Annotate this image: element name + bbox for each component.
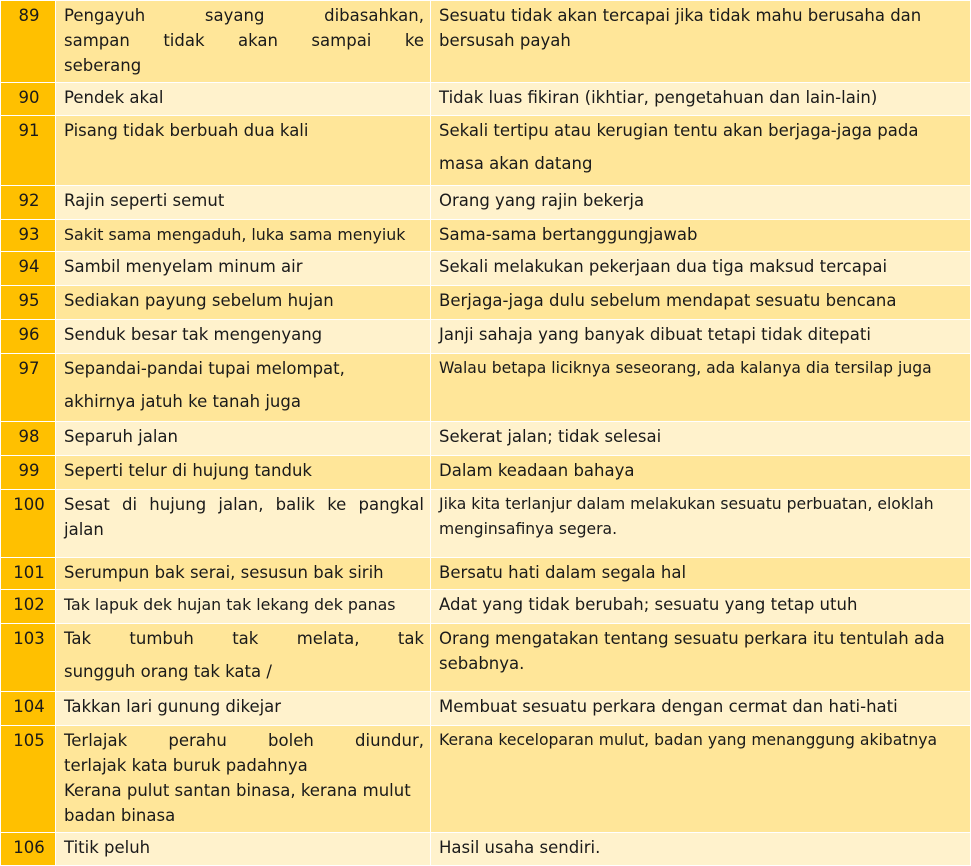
table-row	[1, 726, 971, 833]
phrase-cell	[56, 624, 431, 692]
phrase-cell	[56, 726, 431, 833]
meaning-line: Sesuatu tidak akan tercapai jika tidak mahu berusaha dan	[439, 6, 922, 25]
row-number: 103	[1, 624, 56, 692]
meaning-line: Orang mengatakan tentang sesuatu perkara itu tentulah ada	[439, 629, 945, 648]
meaning-cell	[431, 116, 971, 186]
meaning-line: Sekali melakukan pekerjaan dua tiga maksud tercapai	[439, 257, 888, 276]
phrase-cell	[56, 692, 431, 726]
phrase-cell	[56, 186, 431, 220]
phrase-cell	[56, 286, 431, 320]
phrase-cell	[56, 354, 431, 422]
meaning-line: Kerana keceloparan mulut, badan yang menanggung akibatnya	[439, 731, 938, 749]
table-row	[1, 286, 971, 320]
table-row	[1, 1, 971, 83]
phrase-line: badan binasa	[64, 806, 176, 825]
row-number: 92	[1, 186, 56, 220]
table-row	[1, 558, 971, 590]
meaning-line: Sama-sama bertanggungjawab	[439, 225, 698, 244]
phrase-line: Serumpun bak serai, sesusun bak sirih	[64, 563, 384, 582]
phrase-cell	[56, 220, 431, 252]
phrase-line: Tak lapuk dek hujan tak lekang dek panas	[64, 595, 396, 614]
phrase-line: sungguh orang tak kata /	[64, 662, 272, 681]
meaning-line: bersusah payah	[439, 31, 571, 50]
table-row	[1, 83, 971, 116]
phrase-cell	[56, 456, 431, 490]
row-number: 93	[1, 220, 56, 252]
meaning-line: Adat yang tidak berubah; sesuatu yang tetap utuh	[439, 595, 858, 614]
meaning-cell	[431, 590, 971, 624]
table-row	[1, 220, 971, 252]
meaning-line: Bersatu hati dalam segala hal	[439, 563, 687, 582]
phrase-cell	[56, 252, 431, 286]
meaning-line: Membuat sesuatu perkara dengan cermat dan hati-hati	[439, 697, 898, 716]
phrase-line: sampan tidak akan sampai ke	[64, 31, 424, 50]
phrase-line: terlajak kata buruk padahnya	[64, 756, 308, 775]
meaning-cell	[431, 1, 971, 83]
phrase-line: Sesat di hujung jalan, balik ke pangkal	[64, 495, 424, 514]
table-row	[1, 692, 971, 726]
table-row	[1, 252, 971, 286]
meaning-cell	[431, 456, 971, 490]
meaning-cell	[431, 692, 971, 726]
meaning-cell	[431, 422, 971, 456]
row-number: 96	[1, 320, 56, 354]
phrase-line: Terlajak perahu boleh diundur,	[64, 731, 424, 750]
table-row	[1, 590, 971, 624]
phrase-line: Pendek akal	[64, 88, 164, 107]
phrase-cell	[56, 1, 431, 83]
phrase-line: Rajin seperti semut	[64, 191, 225, 210]
phrase-line: Sambil menyelam minum air	[64, 257, 303, 276]
table-row	[1, 186, 971, 220]
row-number: 99	[1, 456, 56, 490]
phrase-line: Separuh jalan	[64, 427, 179, 446]
phrase-line: Senduk besar tak mengenyang	[64, 325, 323, 344]
phrase-line: Pisang tidak berbuah dua kali	[64, 121, 309, 140]
phrase-line: Titik peluh	[64, 838, 151, 857]
meaning-cell	[431, 186, 971, 220]
phrase-line: akhirnya jatuh ke tanah juga	[64, 392, 301, 411]
phrase-line: jalan	[64, 520, 104, 539]
row-number: 90	[1, 83, 56, 116]
row-number: 98	[1, 422, 56, 456]
meaning-line: Dalam keadaan bahaya	[439, 461, 635, 480]
meaning-line: Orang yang rajin bekerja	[439, 191, 645, 210]
meaning-line: sebabnya.	[439, 654, 525, 673]
meaning-cell	[431, 252, 971, 286]
table-row	[1, 456, 971, 490]
row-number: 104	[1, 692, 56, 726]
phrase-cell	[56, 590, 431, 624]
phrase-cell	[56, 422, 431, 456]
phrase-cell	[56, 83, 431, 116]
phrase-line: Takkan lari gunung dikejar	[64, 697, 282, 716]
meaning-cell	[431, 354, 971, 422]
table-row	[1, 116, 971, 186]
row-number: 100	[1, 490, 56, 558]
row-number: 106	[1, 833, 56, 866]
table-row	[1, 624, 971, 692]
phrase-cell	[56, 558, 431, 590]
meaning-cell	[431, 726, 971, 833]
phrase-line: Pengayuh sayang dibasahkan,	[64, 6, 424, 25]
phrase-line: Tak tumbuh tak melata, tak	[64, 629, 424, 648]
row-number: 97	[1, 354, 56, 422]
phrase-line: Seperti telur di hujung tanduk	[64, 461, 312, 480]
meaning-line: Berjaga-jaga dulu sebelum mendapat sesuatu bencana	[439, 291, 897, 310]
table-row	[1, 833, 971, 866]
row-number: 91	[1, 116, 56, 186]
meaning-line: Walau betapa liciknya seseorang, ada kalanya dia tersilap juga	[439, 359, 932, 377]
row-number: 101	[1, 558, 56, 590]
meaning-cell	[431, 833, 971, 866]
phrase-cell	[56, 116, 431, 186]
meaning-cell	[431, 490, 971, 558]
meaning-line: Sekali tertipu atau kerugian tentu akan berjaga-jaga pada	[439, 121, 919, 140]
meaning-line: Tidak luas fikiran (ikhtiar, pengetahuan dan lain-lain)	[439, 88, 878, 107]
row-number: 102	[1, 590, 56, 624]
meaning-cell	[431, 83, 971, 116]
meaning-line: Janji sahaja yang banyak dibuat tetapi tidak ditepati	[439, 325, 871, 344]
meaning-cell	[431, 624, 971, 692]
meaning-line: Jika kita terlanjur dalam melakukan sesuatu perbuatan, eloklah	[439, 495, 934, 513]
table-row	[1, 490, 971, 558]
phrase-line: Kerana pulut santan binasa, kerana mulut	[64, 781, 411, 800]
phrase-line: Sepandai-pandai tupai melompat,	[64, 359, 345, 378]
phrase-cell	[56, 320, 431, 354]
meaning-line: Sekerat jalan; tidak selesai	[439, 427, 662, 446]
meaning-line: menginsafinya segera.	[439, 520, 618, 538]
table-row	[1, 320, 971, 354]
meaning-line: masa akan datang	[439, 154, 593, 173]
table-row	[1, 354, 971, 422]
phrase-cell	[56, 490, 431, 558]
meaning-cell	[431, 320, 971, 354]
meaning-cell	[431, 286, 971, 320]
meaning-cell	[431, 220, 971, 252]
phrase-line: Sakit sama mengaduh, luka sama menyiuk	[64, 225, 406, 244]
row-number: 89	[1, 1, 56, 83]
phrase-line: Sediakan payung sebelum hujan	[64, 291, 334, 310]
phrase-cell	[56, 833, 431, 866]
table-row	[1, 422, 971, 456]
meaning-cell	[431, 558, 971, 590]
phrase-line: seberang	[64, 56, 142, 75]
row-number: 95	[1, 286, 56, 320]
row-number: 94	[1, 252, 56, 286]
row-number: 105	[1, 726, 56, 833]
meaning-line: Hasil usaha sendiri.	[439, 838, 601, 857]
